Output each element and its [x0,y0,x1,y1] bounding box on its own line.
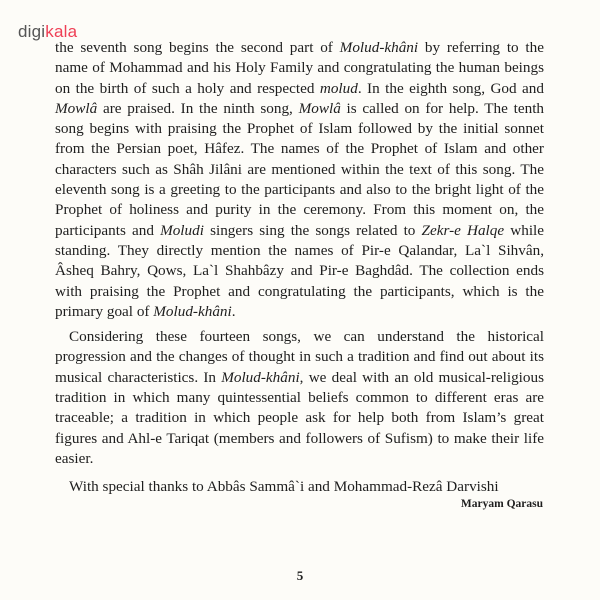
paragraph-songs: the seventh song begins the second part of Molud-khâni by referring to the name of Mohammad and his Holy Family and congratulating the human beings on the birth of such a holy and respected molud. In the eighth song, God and Mowlâ are praised. In the ninth song, Mowlâ is called on for help. The tenth song begins with praising the Prophet of Islam followed by the initial sonnet from the Persian poet, Hâfez. The names of the Prophet of Islam and other characters such as Shâh Jilâni are mentioned within the text of this song. The eleventh song is a greeting to the participants and also to the bright light of the Prophet of holiness and purity in the ceremony. From this moment on, the participants and Moludi singers sing the songs related to Zekr-e Halqe while standing. They directly mention the names of Pir-e Qalandar, La`l Sihvân, Âsheq Bahry, Qows, La`l Shahbâzy and Pir-e Baghdâd. The collection ends with praising the Prophet and congratulating the participants, which is the primary goal of Molud-khâni. [55,39,545,320]
italic-term: Molud-khâni [153,302,232,320]
acknowledgement: With special thanks to Abbâs Sammâ`i and Mohammad-Rezâ Darvishi [69,478,499,496]
italic-term: Zekr-e Halqe [421,221,505,239]
page-number: 5 [296,568,304,583]
italic-term: molud [319,79,358,97]
paragraph-considerations: Considering these fourteen songs, we can understand the historical progression and the changes of thought in such a tradition and find out about its musical characteristics. In Molud-khâni, we deal with an old musical-religious tradition in which many quintessential beliefs common to different eras are traceable; a tradition in which people ask for help both from Islam’s great figures and Ahl-e Tariqat (members and followers of Sufism) to make their life easier. [55,328,544,467]
page-content [55,38,544,510]
italic-term: Mowlâ [55,99,98,117]
author-signature: Maryam Qarasu [460,498,543,511]
italic-term: Mowlâ [298,99,341,117]
logo-part-digi: digi [18,22,46,41]
logo-part-kala: kala [45,22,78,41]
italic-term: Moludi [160,221,204,239]
italic-term: Molud-khâni [221,368,300,386]
italic-term: Molud-khâni [339,39,419,56]
